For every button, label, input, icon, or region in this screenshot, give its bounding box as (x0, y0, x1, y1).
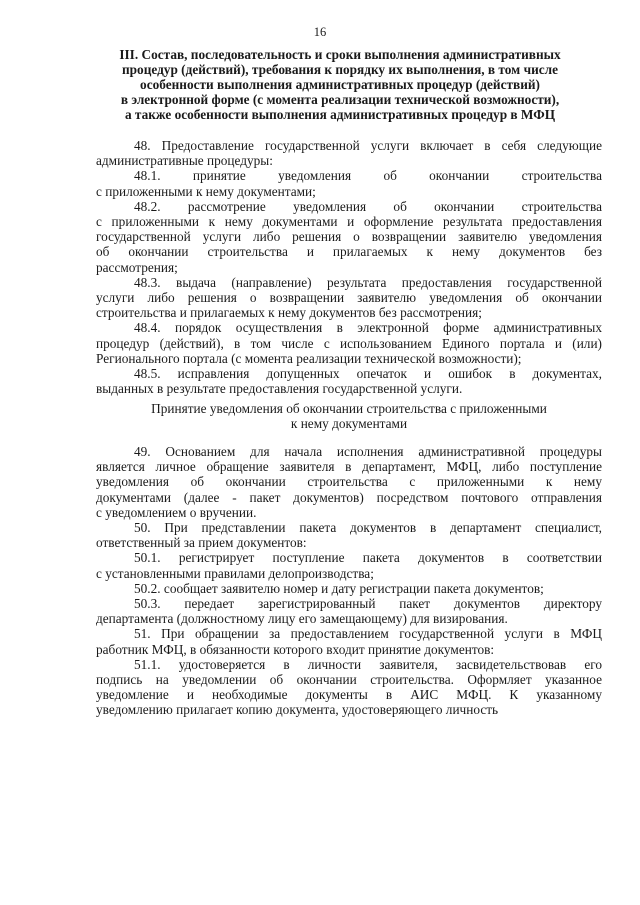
subsection-heading (96, 401, 602, 431)
paragraph-line: 50.2. сообщает заявителю номер и дату регистрации пакета документов; (134, 580, 544, 596)
paragraph-line: 49. Основанием для начала исполнения административной процедуры (134, 444, 602, 459)
paragraph-line: с уведомлением о вручении. (96, 504, 257, 520)
section-1-body (96, 138, 602, 396)
paragraph-line: 48. Предоставление государственной услуги включает в себя следующие (134, 138, 602, 153)
heading-line: III. Состав, последовательность и сроки выполнения административных (119, 47, 561, 62)
paragraph-line: рассмотрения; (96, 259, 178, 275)
paragraph-line: уведомления об окончании строительства с приложенными к нему (96, 474, 602, 490)
paragraph-line: административные процедуры: (96, 153, 273, 169)
paragraph-line: строительства и прилагаемых к нему документов без рассмотрения; (96, 305, 482, 321)
paragraph (96, 366, 602, 396)
paragraph-line: Регионального портала (с момента реализации технической возможности); (96, 350, 522, 366)
paragraph-line: с приложенными к нему документами и оформление результата предоставления (96, 214, 602, 230)
heading-line: а также особенности выполнения административных процедур в МФЦ (124, 107, 556, 122)
paragraph (96, 320, 602, 366)
paragraph (96, 520, 602, 550)
paragraph-line: документами (далее - пакет документов) посредством почтового отправления (96, 489, 602, 505)
paragraph-line: департамента (должностному лицу его замещающему) для визирования. (96, 611, 508, 627)
paragraph-line: ответственный за прием документов: (96, 535, 307, 551)
paragraph-line: государственной услуги либо решения о возвращении заявителю уведомления (96, 229, 602, 245)
section-heading (98, 47, 582, 122)
paragraph-line: является личное обращение заявителя в департамент, МФЦ, либо поступление (96, 459, 602, 475)
paragraph (96, 444, 602, 520)
paragraph (96, 199, 602, 275)
paragraph-line: 51. При обращении за предоставлением государственной услуги в МФЦ (134, 626, 602, 642)
paragraph-line: 48.3. выдача (направление) результата предоставления государственной (134, 274, 602, 290)
paragraph (96, 275, 602, 321)
paragraph-line: уведомлению прилагает копию документа, удостоверяющего личность (96, 702, 499, 718)
paragraph-line: 50.3. передает зарегистрированный пакет документов директору (134, 596, 602, 612)
paragraph (96, 596, 602, 626)
paragraph-line: 51.1. удостоверяется в личности заявителя, засвидетельствовав его (134, 656, 602, 672)
paragraph-line: 48.2. рассмотрение уведомления об окончании строительства (134, 198, 602, 214)
paragraph-line: об окончании строительства и прилагаемых к нему документов без (96, 244, 602, 260)
subheading-line: Принятие уведомления об окончании строительства с приложенными (151, 401, 547, 416)
paragraph (96, 581, 602, 596)
paragraph-line: 50.1. регистрирует поступление пакета документов в соответствии (134, 550, 602, 566)
paragraph (96, 657, 602, 718)
paragraph (96, 550, 602, 580)
paragraph (96, 626, 602, 656)
section-2-body (96, 444, 602, 718)
paragraph-line: услуги либо решения о возвращении заявителю уведомления об окончании (96, 290, 602, 306)
paragraph-line: работник МФЦ, в обязанности которого входит принятие документов: (96, 641, 495, 657)
paragraph-line: 50. При представлении пакета документов в департамент специалист, (134, 520, 602, 536)
paragraph-line: процедур (действий), в том числе с использованием Единого портала и (или) (96, 335, 602, 351)
paragraph-line: с приложенными к нему документами; (96, 183, 316, 199)
paragraph (96, 138, 602, 168)
heading-line: в электронной форме (с момента реализации технической возможности), (120, 92, 560, 107)
paragraph-line: с установленными правилами делопроизводства; (96, 565, 374, 581)
page-number: 16 (313, 25, 327, 39)
paragraph-line: 48.1. принятие уведомления об окончании строительства (134, 168, 602, 184)
heading-line: процедур (действий), требования к порядку их выполнения, в том числе (121, 62, 558, 77)
paragraph-line: выданных в результате предоставления государственной услуги. (96, 381, 463, 397)
paragraph-line: уведомление и необходимые документы в АИС МФЦ. К указанному (96, 687, 602, 703)
paragraph-line: 48.5. исправления допущенных опечаток и ошибок в документах, (134, 366, 602, 382)
subheading-line: к нему документами (290, 416, 408, 432)
heading-line: особенности выполнения административных процедур (действий) (140, 77, 540, 92)
paragraph-line: подпись на уведомлении об окончании строительства. Оформляет указанное (96, 672, 602, 688)
paragraph-line: 48.4. порядок осуществления в электронной форме административных (134, 320, 602, 336)
paragraph (96, 168, 602, 198)
